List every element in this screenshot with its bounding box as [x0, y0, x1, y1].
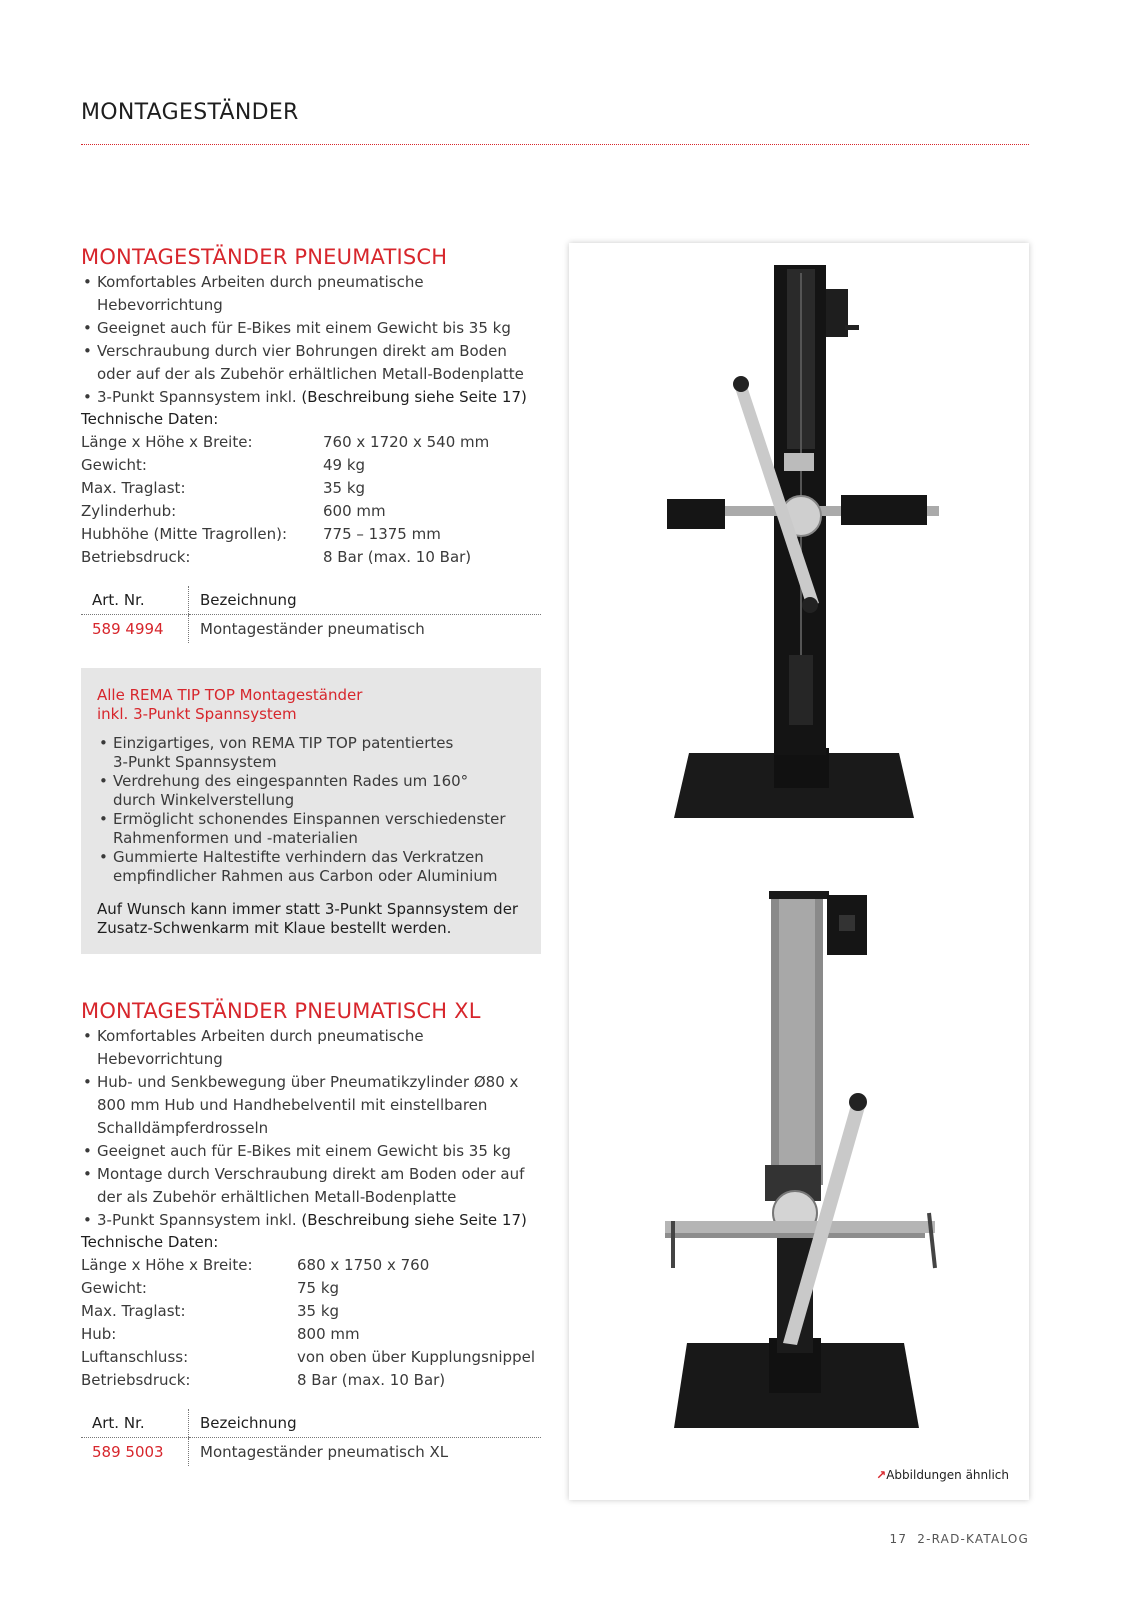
list-item: • 3-Punkt Spannsystem inkl. (Beschreibung siehe Seite 17)	[81, 386, 541, 409]
column-header-bezeichnung: Bezeichnung	[189, 1409, 542, 1438]
title-divider	[81, 144, 1029, 145]
list-item: • 3-Punkt Spannsystem inkl. (Beschreibung siehe Seite 17)	[81, 1209, 541, 1232]
arrow-up-right-icon: ↗	[876, 1468, 887, 1482]
list-item: • Montage durch Verschraubung direkt am Boden oder auf der als Zubehör erhältlichen Metall-Bodenplatte	[81, 1163, 537, 1209]
spec-row: Zylinderhub: 600 mm	[81, 502, 386, 520]
page-number: 17	[889, 1532, 908, 1546]
list-item: • Gummierte Haltestifte verhindern das Verkratzen empfindlicher Rahmen aus Carbon oder Aluminium	[97, 848, 513, 886]
product2-title: MONTAGESTÄNDER PNEUMATISCH XL	[81, 999, 481, 1023]
list-item: • Verschraubung durch vier Bohrungen direkt am Boden oder auf der als Zubehör erhältlichen Metall-Bodenplatte	[81, 340, 527, 386]
product1-features	[81, 271, 541, 409]
spec-row: Gewicht: 75 kg	[81, 1279, 340, 1297]
spec-row: Betriebsdruck: 8 Bar (max. 10 Bar)	[81, 1371, 446, 1389]
table-row	[81, 615, 541, 644]
clamping-system-infobox	[81, 668, 541, 954]
list-item: • Komfortables Arbeiten durch pneumatische Hebevorrichtung	[81, 271, 541, 317]
table-header-row	[81, 1409, 541, 1438]
tech-data-heading: Technische Daten:	[81, 410, 219, 428]
spec-row: Länge x Höhe x Breite: 680 x 1750 x 760	[81, 1256, 430, 1274]
spec-row: Betriebsdruck: 8 Bar (max. 10 Bar)	[81, 548, 472, 566]
article-name: Montageständer pneumatisch XL	[189, 1438, 542, 1467]
infobox-note: Auf Wunsch kann immer statt 3-Punkt Spannsystem der Zusatz-Schwenkarm mit Klaue bestellt werden.	[97, 900, 519, 937]
page-reference: (Beschreibung siehe Seite 17)	[301, 388, 527, 406]
product1-tech-data	[81, 408, 541, 569]
page-reference: (Beschreibung siehe Seite 17)	[301, 1211, 527, 1229]
product1-article-table	[81, 586, 541, 643]
article-name: Montageständer pneumatisch	[189, 615, 542, 644]
page-title: MONTAGESTÄNDER	[81, 100, 299, 125]
product2-article-table	[81, 1409, 541, 1466]
spec-row: Hubhöhe (Mitte Tragrollen): 775 – 1375 mm	[81, 525, 441, 543]
product2-tech-data	[81, 1231, 541, 1392]
article-number: 589 5003	[92, 1443, 164, 1461]
page-footer	[890, 1532, 1029, 1546]
catalog-name: 2-RAD-KATALOG	[917, 1532, 1029, 1546]
list-item: • Geeignet auch für E-Bikes mit einem Gewicht bis 35 kg	[81, 317, 541, 340]
spec-row: Gewicht: 49 kg	[81, 456, 366, 474]
infobox-heading: Alle REMA TIP TOP Montageständer inkl. 3-Punkt Spannsystem	[97, 686, 363, 723]
article-number: 589 4994	[92, 620, 164, 638]
pneumatic-stand-image	[569, 243, 1029, 843]
spec-row: Max. Traglast: 35 kg	[81, 1302, 340, 1320]
spec-row: Hub: 800 mm	[81, 1325, 360, 1343]
column-header-bezeichnung: Bezeichnung	[189, 586, 542, 615]
product2-features	[81, 1025, 541, 1232]
tech-data-heading: Technische Daten:	[81, 1233, 219, 1251]
list-item: • Komfortables Arbeiten durch pneumatische Hebevorrichtung	[81, 1025, 541, 1071]
list-item: • Geeignet auch für E-Bikes mit einem Gewicht bis 35 kg	[81, 1140, 541, 1163]
infobox-features	[97, 734, 527, 886]
column-header-art-nr: Art. Nr.	[81, 586, 189, 615]
product-photo-card	[569, 243, 1029, 1500]
table-row	[81, 1438, 541, 1467]
list-item: • Hub- und Senkbewegung über Pneumatikzylinder Ø80 x 800 mm Hub und Handhebelventil mit einstellbaren Schalldämpferdrosseln	[81, 1071, 527, 1140]
list-item: • Ermöglicht schonendes Einspannen verschiedenster Rahmenformen und -materialien	[97, 810, 523, 848]
spec-row: Länge x Höhe x Breite: 760 x 1720 x 540 mm	[81, 433, 490, 451]
column-header-art-nr: Art. Nr.	[81, 1409, 189, 1438]
image-caption: ↗Abbildungen ähnlich	[876, 1468, 1009, 1482]
table-header-row	[81, 586, 541, 615]
list-item: • Einzigartiges, von REMA TIP TOP patentiertes 3-Punkt Spannsystem	[97, 734, 463, 772]
list-item: • Verdrehung des eingespannten Rades um 160° durch Winkelverstellung	[97, 772, 473, 810]
spec-row: Max. Traglast: 35 kg	[81, 479, 366, 497]
spec-row: Luftanschluss: von oben über Kupplungsnippel	[81, 1348, 535, 1366]
product1-title: MONTAGESTÄNDER PNEUMATISCH	[81, 245, 448, 269]
pneumatic-xl-stand-image	[569, 883, 1029, 1463]
